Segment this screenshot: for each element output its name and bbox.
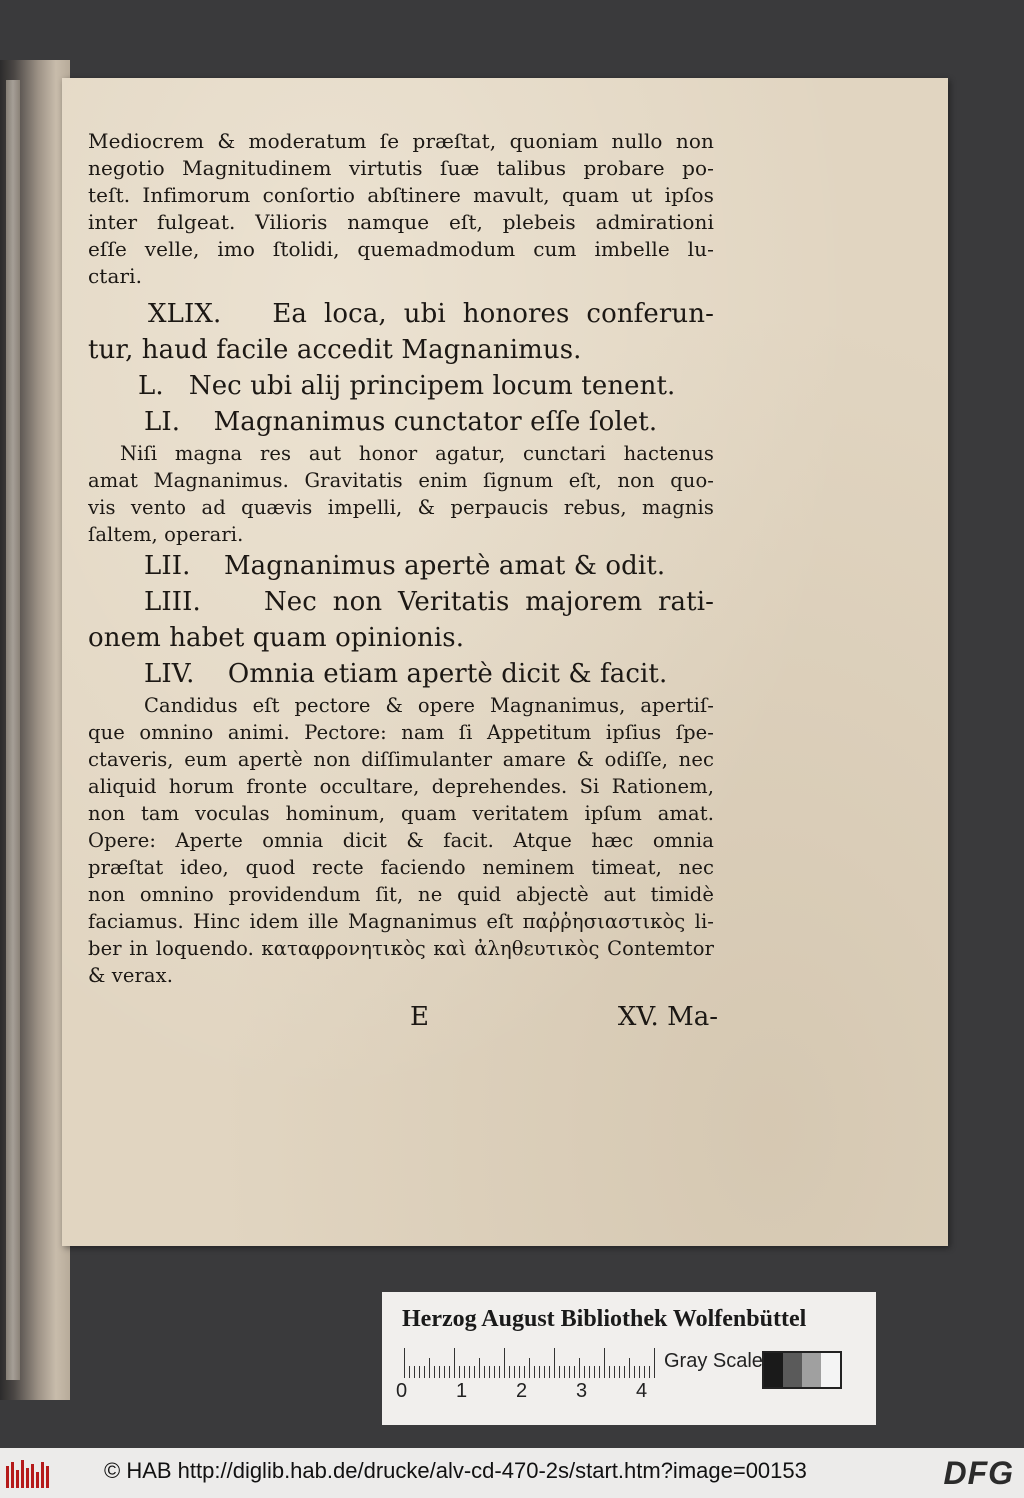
ruler-tick (499, 1366, 500, 1378)
ruler-tick (414, 1366, 415, 1378)
hab-logo-bar (31, 1464, 34, 1488)
ruler-tick (464, 1366, 465, 1378)
aphorism-xlix-continuation: tur, haud facile accedit Magnanimus. (88, 335, 582, 365)
aphorism-liv (88, 656, 714, 692)
ruler-tick (584, 1366, 585, 1378)
gray-swatch-cell (821, 1353, 840, 1387)
aphorism-number: LIII. (144, 587, 201, 617)
ruler-tick (554, 1348, 555, 1378)
ruler-tick (459, 1366, 460, 1378)
text-line: negotio Magnitudinem virtutis ſuæ talibus probare po- (88, 156, 714, 180)
gray-scale-label: Gray Scale (664, 1350, 763, 1372)
aphorism-text: Omnia etiam apertè dicit & facit. (227, 659, 668, 689)
ruler-tick (594, 1366, 595, 1378)
hab-logo-bar (6, 1466, 9, 1488)
ruler-tick (519, 1366, 520, 1378)
ruler-tick (509, 1366, 510, 1378)
aphorism-number: LII. (144, 551, 191, 581)
ruler-tick (589, 1366, 590, 1378)
hab-logo-bar (11, 1462, 14, 1488)
ruler-tick (544, 1366, 545, 1378)
ruler-tick (444, 1366, 445, 1378)
text-line: inter fulgeat. Vilioris namque eſt, plebeis admirationi (88, 210, 714, 234)
hab-logo-bar (46, 1466, 49, 1488)
ruler-tick (564, 1366, 565, 1378)
ruler (404, 1348, 654, 1378)
aphorism-text: Nec ubi alij principem locum tenent. (188, 371, 676, 401)
page-foot (88, 999, 718, 1035)
text-line: aliquid horum fronte occultare, deprehendes. Si Rationem, (88, 775, 714, 798)
aphorism-number: L. (138, 371, 164, 401)
ruler-tick (534, 1366, 535, 1378)
hab-logo-bar (41, 1462, 44, 1488)
signature-mark: E (410, 1002, 429, 1032)
ruler-tick (439, 1366, 440, 1378)
aphorism-number: LIV. (144, 659, 195, 689)
ruler-tick (644, 1366, 645, 1378)
ruler-tick (579, 1358, 580, 1378)
text-line: amat Magnanimus. Gravitatis enim ſignum eſt, non quo- (88, 469, 714, 492)
book-page (62, 78, 948, 1246)
text-line: non omnino providendum ſit, ne quid abjectè aut timidè (88, 883, 714, 906)
text-line: que omnino animi. Pectore: nam ſi Appetitum ipſius ſpe- (88, 721, 714, 744)
ruler-tick (404, 1348, 405, 1378)
aphorism-l (88, 368, 714, 404)
text-line: non tam voculas hominum, quam veritatem ipſum amat. (88, 802, 714, 825)
dfg-logo-icon: DFG (943, 1455, 1014, 1491)
footer-url-text[interactable]: © HAB http://diglib.hab.de/drucke/alv-cd-470-2s/start.htm?image=00153 (104, 1458, 807, 1483)
text-line: eſſe velle, imo ſtolidi, quemadmodum cum imbelle lu- (88, 237, 714, 261)
text-line: Mediocrem & moderatum ſe præſtat, quoniam nullo non (88, 129, 714, 153)
aphorism-number: XLIX. (148, 299, 222, 329)
ruler-tick (524, 1366, 525, 1378)
ruler-tick (604, 1348, 605, 1378)
text-line: ber in loquendo. καταφρονητικὸς καὶ ἀληθευτικὸς Contemtor (88, 937, 714, 960)
ruler-tick (614, 1366, 615, 1378)
gray-swatch-cell (764, 1353, 783, 1387)
gray-swatch-cell (802, 1353, 821, 1387)
ruler-tick (449, 1366, 450, 1378)
ruler-digits (396, 1380, 656, 1404)
library-title: Herzog August Bibliothek Wolfenbüttel (402, 1306, 807, 1332)
ruler-tick (489, 1366, 490, 1378)
text-line: vis vento ad quævis impelli, & perpaucis rebus, magnis (88, 496, 714, 519)
ruler-tick (569, 1366, 570, 1378)
catchword: XV. Ma- (617, 1002, 718, 1032)
ruler-tick (504, 1348, 505, 1378)
color-scale-card (382, 1292, 876, 1425)
aphorism-text: Magnanimus cunctator eſſe ſolet. (213, 407, 658, 437)
text-line: Niſi magna res aut honor agatur, cunctari hactenus (120, 442, 714, 465)
text-line: & verax. (88, 964, 174, 987)
ruler-digit: 1 (456, 1380, 468, 1402)
ruler-tick (479, 1358, 480, 1378)
ruler-tick (469, 1366, 470, 1378)
ruler-tick (474, 1366, 475, 1378)
aphorism-text: Magnanimus apertè amat & odit. (223, 551, 666, 581)
hab-logo-bar (21, 1460, 24, 1488)
aphorism-liii-continuation: onem habet quam opinionis. (88, 623, 465, 653)
text-line: teſt. Infimorum conſortio abſtinere mavult, quam ut ipſos (88, 183, 714, 207)
text-line: præſtat ideo, quod recte faciendo neminem timeat, nec (88, 856, 714, 879)
ruler-tick (484, 1366, 485, 1378)
ruler-tick (424, 1366, 425, 1378)
ruler-tick (609, 1366, 610, 1378)
page-text (88, 128, 718, 1035)
ruler-digit: 3 (576, 1380, 588, 1402)
ruler-tick (419, 1366, 420, 1378)
text-line: Candidus eſt pectore & opere Magnanimus, apertiſ- (144, 694, 714, 717)
ruler-tick (429, 1358, 430, 1378)
ruler-tick (514, 1366, 515, 1378)
gray-scale-swatch (762, 1351, 842, 1389)
aphorism-li (88, 404, 714, 440)
text-line: ctaveris, eum apertè non diſſimulanter amare & odiſſe, nec (88, 748, 714, 771)
aphorism-text: Ea loca, ubi honores conferun- (272, 299, 714, 329)
ruler-digit: 4 (636, 1380, 648, 1402)
aphorism-text: Nec non Veritatis majorem rati- (263, 587, 714, 617)
ruler-digit: 2 (516, 1380, 528, 1402)
ruler-tick (649, 1366, 650, 1378)
aphorism-lii (88, 548, 714, 584)
ruler-tick (539, 1366, 540, 1378)
gray-swatch-cell (783, 1353, 802, 1387)
ruler-tick (494, 1366, 495, 1378)
text-line: faciamus. Hinc idem ille Magnanimus eſt παῤῥησιαστικὸς li- (88, 910, 714, 933)
hab-logo-bar (16, 1470, 19, 1488)
ruler-tick (409, 1366, 410, 1378)
footer-bar (0, 1448, 1024, 1498)
hab-logo-bar (36, 1472, 39, 1488)
aphorism-liii (88, 584, 714, 620)
aphorism-xlix (88, 296, 714, 332)
ruler-tick (529, 1358, 530, 1378)
ruler-tick (619, 1366, 620, 1378)
ruler-tick (629, 1358, 630, 1378)
text-line: ſaltem, operari. (88, 523, 244, 546)
aphorism-number: LI. (144, 407, 181, 437)
ruler-tick (599, 1366, 600, 1378)
ruler-tick (454, 1348, 455, 1378)
ruler-tick (624, 1366, 625, 1378)
text-line: Opere: Aperte omnia dicit & facit. Atque hæc omnia (88, 829, 714, 852)
ruler-tick (559, 1366, 560, 1378)
hab-logo-icon (6, 1460, 50, 1488)
ruler-tick (434, 1366, 435, 1378)
ruler-digit: 0 (396, 1380, 408, 1402)
text-line: ctari. (88, 264, 143, 288)
ruler-tick (654, 1348, 655, 1378)
ruler-tick (634, 1366, 635, 1378)
book-binding-strip (6, 80, 20, 1380)
ruler-tick (574, 1366, 575, 1378)
ruler-tick (549, 1366, 550, 1378)
hab-logo-bar (26, 1468, 29, 1488)
ruler-tick (639, 1366, 640, 1378)
